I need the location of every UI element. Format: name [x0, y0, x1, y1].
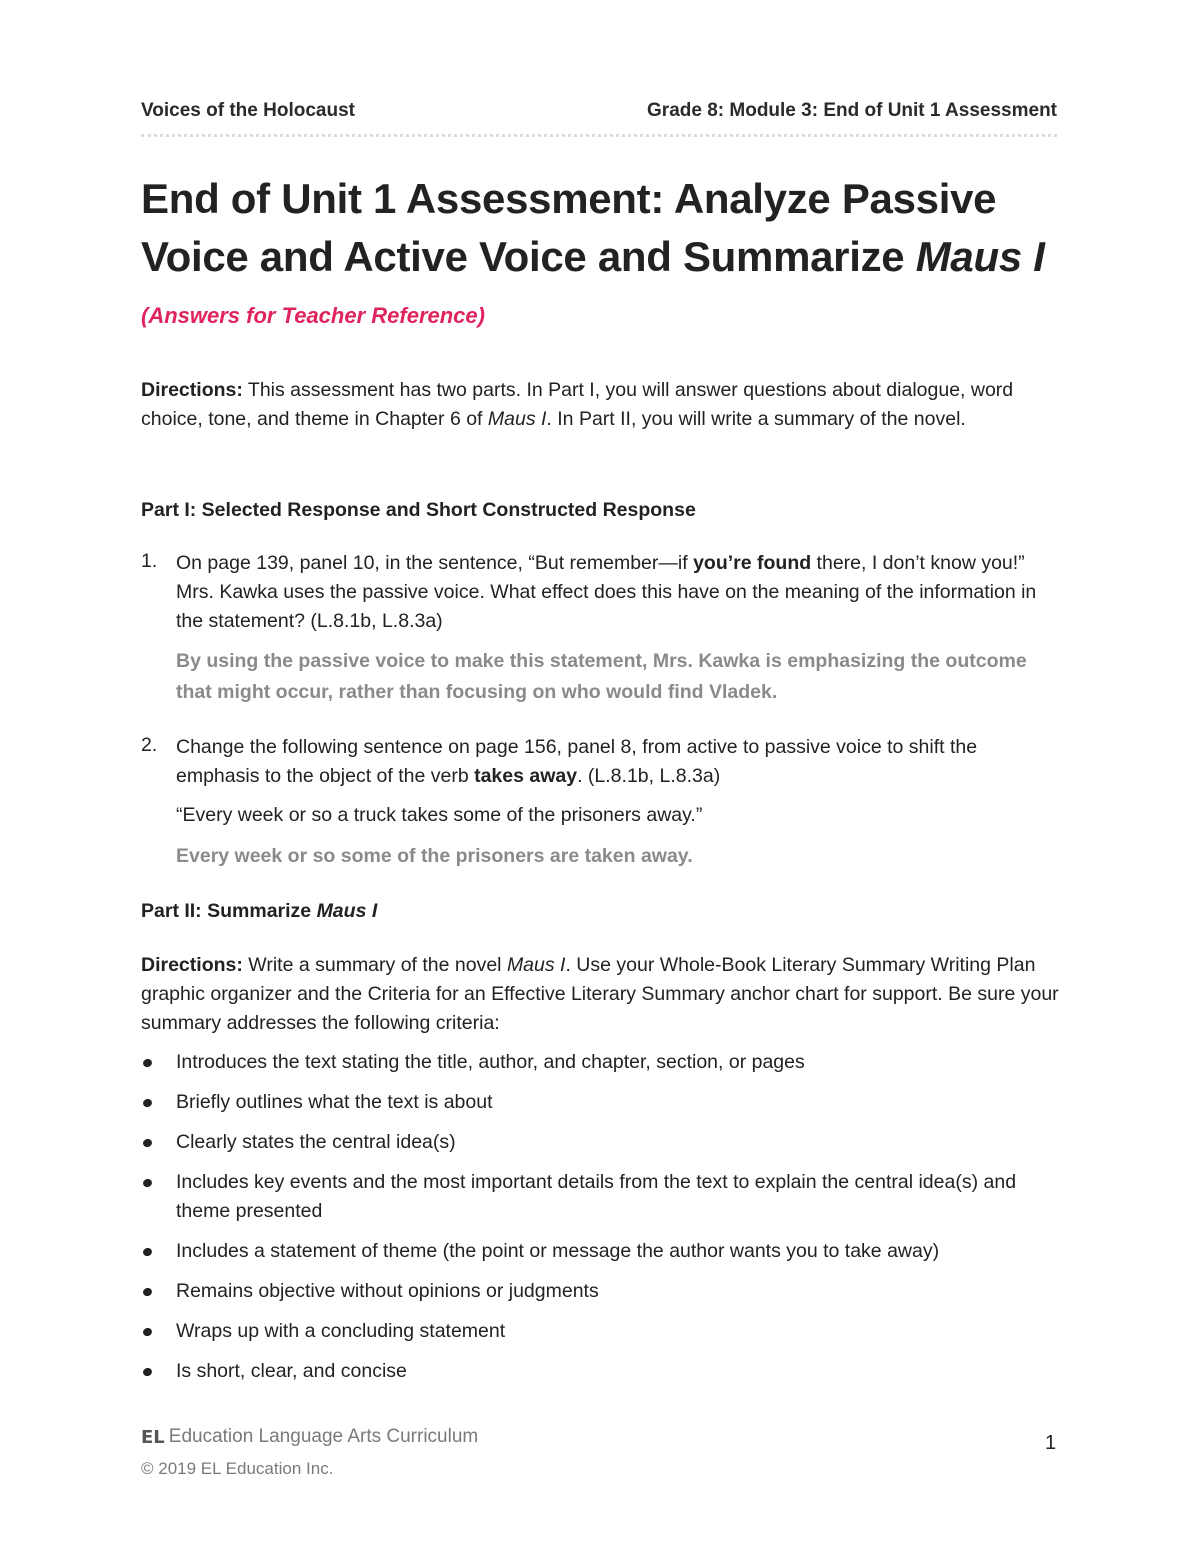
bullet-icon: [142, 1367, 153, 1378]
page-title: [141, 170, 1071, 286]
list-item: [141, 1048, 1071, 1077]
list-item: [141, 1357, 1071, 1386]
bullet-icon: [142, 1327, 153, 1338]
directions-part1: [141, 376, 1061, 434]
list-item: [141, 1168, 1071, 1226]
criteria-text: Includes a statement of theme (the point or message the author wants you to take away): [176, 1240, 940, 1262]
list-item: [141, 1128, 1071, 1157]
part2-heading-book: Maus I: [316, 900, 378, 922]
directions-label: Directions:: [141, 379, 243, 401]
directions-book-name: Maus I: [487, 408, 547, 430]
list-item: [141, 1277, 1071, 1306]
bullet-icon: [142, 1138, 153, 1149]
question-1-number: 1.: [141, 550, 158, 572]
directions-2-label: Directions:: [141, 954, 243, 976]
bullet-icon: [142, 1247, 153, 1258]
question-1-answer: By using the passive voice to make this statement, Mrs. Kawka is emphasizing the outcome that might occur, rather than focusing on who would find Vladek.: [176, 650, 1027, 703]
question-1-bold: you’re found: [693, 552, 812, 574]
part1-heading: Part I: Selected Response and Short Constructed Response: [141, 499, 696, 521]
criteria-text: Remains objective without opinions or judgments: [176, 1280, 599, 1302]
criteria-text: Introduces the text stating the title, author, and chapter, section, or pages: [176, 1051, 805, 1073]
footer-logo-text: Education Language Arts Curriculum: [168, 1426, 479, 1447]
criteria-text: Is short, clear, and concise: [176, 1360, 407, 1382]
question-2-text-b: . (L.8.1b, L.8.3a): [577, 765, 721, 787]
title-book-name: Maus I: [915, 233, 1045, 280]
question-2-text: [176, 733, 1056, 791]
el-logo-icon: EL: [141, 1426, 165, 1448]
directions-2-book-name: Maus I: [506, 954, 566, 976]
bullet-icon: [142, 1178, 153, 1189]
footer-logo: [141, 1426, 478, 1448]
criteria-list: [141, 1048, 1071, 1397]
bullet-icon: [142, 1098, 153, 1109]
question-1-text: [176, 549, 1056, 636]
header-right: Grade 8: Module 3: End of Unit 1 Assessment: [647, 100, 1057, 121]
part2-heading-text: Part II: Summarize: [141, 900, 317, 922]
criteria-text: Wraps up with a concluding statement: [176, 1320, 506, 1342]
page-number: 1: [1045, 1432, 1057, 1454]
running-header: [141, 96, 1057, 126]
directions-text: This assessment has two parts. In Part I, you will answer questions about dialogue, word choice, tone, and theme in Chapter 6 of: [141, 379, 1014, 430]
criteria-text: Briefly outlines what the text is about: [176, 1091, 493, 1113]
footer-copyright: © 2019 EL Education Inc.: [141, 1459, 334, 1478]
question-2-number: 2.: [141, 734, 158, 756]
directions-2-text: Write a summary of the novel: [242, 954, 507, 976]
directions-part2: [141, 951, 1061, 1038]
criteria-text: Includes key events and the most important details from the text to explain the central idea(s) and theme presented: [176, 1171, 1017, 1222]
answers-note: (Answers for Teacher Reference): [141, 303, 485, 328]
header-divider: [141, 134, 1057, 137]
question-2-text-a: Change the following sentence on page 156, panel 8, from active to passive voice to shift the emphasis to the object of the verb: [176, 736, 978, 787]
bullet-icon: [142, 1058, 153, 1069]
question-1-text-a: On page 139, panel 10, in the sentence, “But remember—if: [176, 552, 694, 574]
question-2-answer: Every week or so some of the prisoners are taken away.: [176, 845, 693, 867]
list-item: [141, 1088, 1071, 1117]
question-1-text-b: there, I don’t know you!” Mrs. Kawka uses the passive voice. What effect does this have on the meaning of the information in the statement? (L.8.1b, L.8.3a): [176, 552, 1037, 632]
title-line-1: End of Unit 1 Assessment: Analyze Passive: [141, 175, 997, 222]
criteria-text: Clearly states the central idea(s): [176, 1131, 456, 1153]
question-2-bold: takes away: [474, 765, 578, 787]
directions-2-text-end: . Use your Whole-Book Literary Summary Writing Plan graphic organizer and the Criteria for an Effective Literary Summary anchor chart for support. Be sure your summary addresses the following criteria:: [141, 954, 1059, 1034]
list-item: [141, 1317, 1071, 1346]
question-2-quote: “Every week or so a truck takes some of the prisoners away.”: [176, 804, 703, 826]
list-item: [141, 1237, 1071, 1266]
bullet-icon: [142, 1287, 153, 1298]
part2-heading: [141, 900, 377, 923]
header-left: Voices of the Holocaust: [141, 100, 355, 121]
directions-text-end: . In Part II, you will write a summary of the novel.: [546, 408, 966, 430]
title-line-2: Voice and Active Voice and Summarize: [141, 233, 916, 280]
